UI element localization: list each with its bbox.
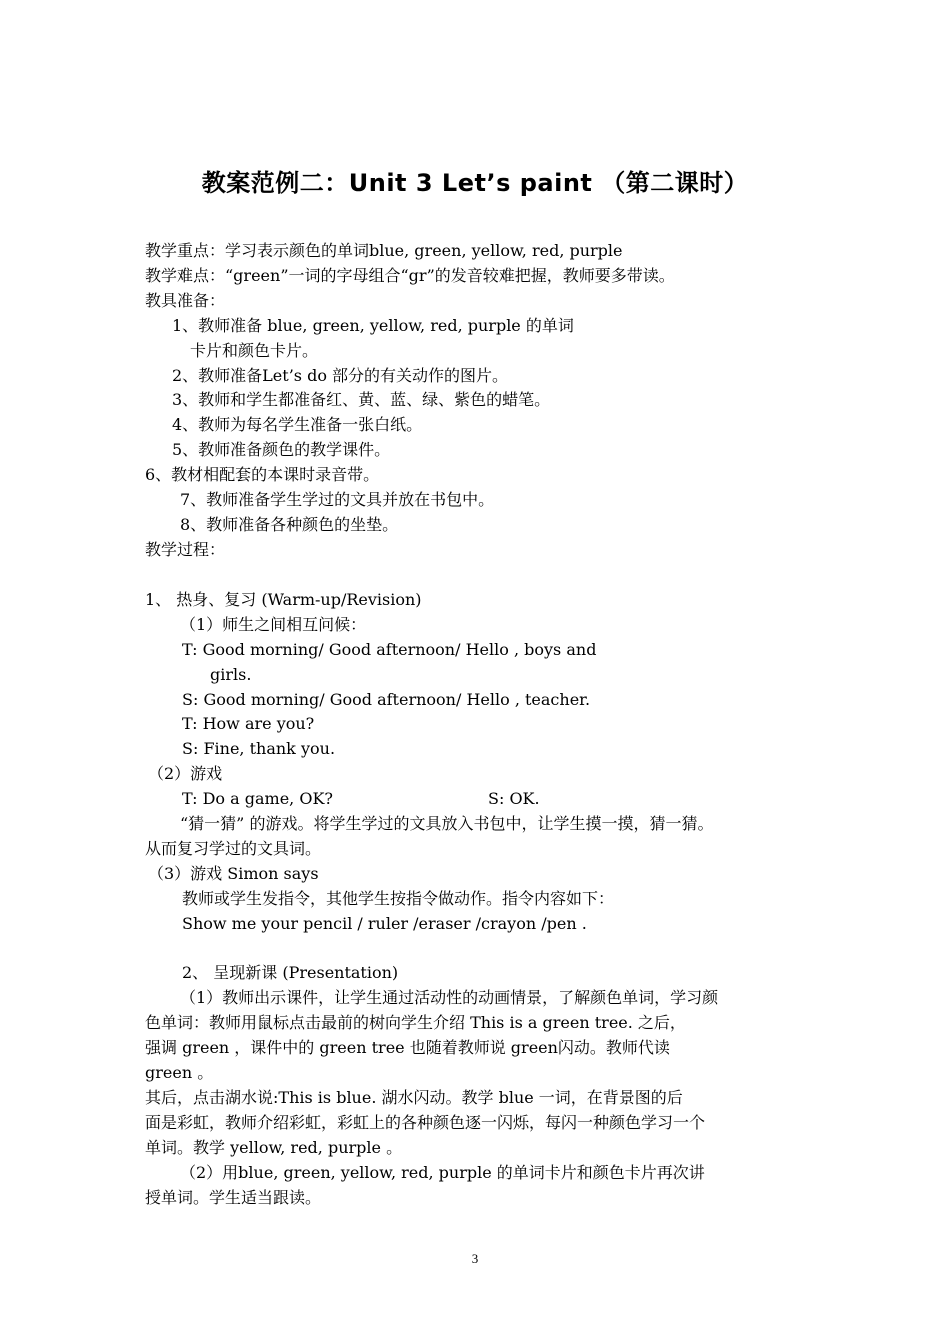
text-line: （1）教师出示课件，让学生通过活动性的动画情景，了解颜色单词，学习颜 — [180, 988, 719, 1007]
text-line: 卡片和颜色卡片。 — [190, 341, 319, 360]
text-line: 面是彩虹，教师介绍彩虹，彩虹上的各种颜色逐一闪烁，每闪一种颜色学习一个 — [145, 1113, 706, 1132]
text-line: （2）用blue, green, yellow, red, purple 的单词卡片和颜色卡片再次讲 — [180, 1163, 705, 1182]
text-line: 教具准备： — [145, 291, 226, 310]
text-line: T: Do a game, OK? — [182, 789, 333, 808]
page-number: 3 — [471, 1251, 479, 1266]
text-line: 4、教师为每名学生准备一张白纸。 — [172, 415, 423, 434]
text-line: 1、教师准备 blue, green, yellow, red, purple 的单词 — [172, 316, 574, 335]
text-line: T: Good morning/ Good afternoon/ Hello , boys and — [182, 640, 597, 659]
text-line: T: How are you? — [182, 714, 315, 733]
text-line: 7、教师准备学生学过的文具并放在书包中。 — [180, 490, 495, 509]
text-line: 色单词：教师用鼠标点击最前的树向学生介绍 This is a green tree. 之后， — [145, 1013, 686, 1032]
text-line: S: OK. — [488, 789, 540, 808]
text-line: 教学过程： — [145, 540, 226, 559]
text-line: 强调 green ，课件中的 green tree 也随着教师说 green闪动。教师代读 — [145, 1038, 670, 1057]
text-line: 1、 热身、复习 (Warm-up/Revision) — [145, 590, 422, 609]
text-line: 授单词。学生适当跟读。 — [145, 1188, 322, 1207]
text-line: （3）游戏 Simon says — [148, 864, 319, 883]
text-line: Show me your pencil / ruler /eraser /crayon /pen . — [182, 914, 587, 933]
text-line: 2、教师准备Let’s do 部分的有关动作的图片。 — [172, 366, 509, 385]
text-line: 8、教师准备各种颜色的坐垫。 — [180, 515, 399, 534]
text-line: “猜一猜” 的游戏。将学生学过的文具放入书包中，让学生摸一摸，猜一猜。 — [180, 814, 714, 833]
page-title: 教案范例二：Unit 3 Let’s paint （第二课时） — [201, 169, 749, 197]
text-line: 3、教师和学生都准备红、黄、蓝、绿、紫色的蜡笔。 — [172, 390, 551, 409]
text-line: S: Fine, thank you. — [182, 739, 336, 758]
text-line: 5、教师准备颜色的教学课件。 — [172, 440, 391, 459]
text-line: 教学重点：学习表示颜色的单词blue, green, yellow, red, purple — [145, 241, 623, 260]
text-line: 2、 呈现新课 (Presentation) — [182, 963, 399, 982]
text-line: 从而复习学过的文具词。 — [145, 839, 322, 858]
text-line: 6、教材相配套的本课时录音带。 — [145, 465, 380, 484]
text-line: 教学难点：“green”一词的字母组合“gr”的发音较难把握，教师要多带读。 — [145, 266, 675, 285]
text-line: 其后，点击湖水说:This is blue. 湖水闪动。教学 blue 一词，在背景图的后 — [145, 1088, 683, 1107]
text-line: （2）游戏 — [148, 764, 223, 783]
text-line: 单词。教学 yellow, red, purple 。 — [145, 1138, 403, 1157]
text-line: （1）师生之间相互问候： — [180, 615, 367, 634]
text-line: girls. — [210, 665, 252, 684]
text-line: S: Good morning/ Good afternoon/ Hello , teacher. — [182, 690, 591, 709]
text-line: 教师或学生发指令，其他学生按指令做动作。指令内容如下： — [182, 889, 615, 908]
text-line: green 。 — [145, 1063, 214, 1082]
